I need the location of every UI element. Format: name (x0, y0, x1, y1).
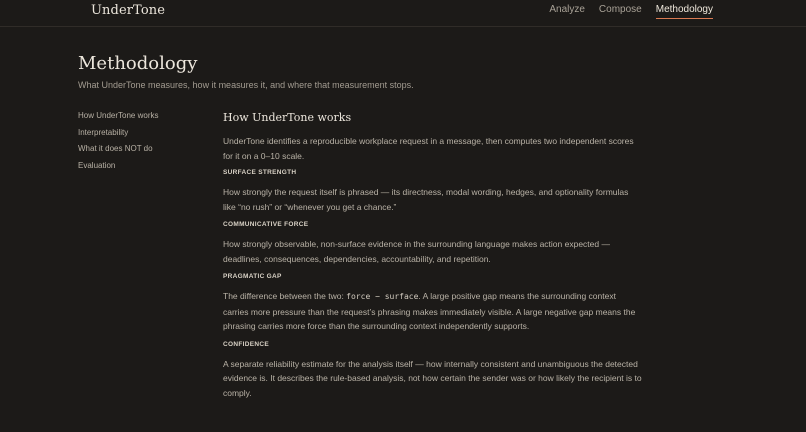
table-of-contents (78, 110, 158, 176)
pragmatic-gap-block (223, 273, 643, 334)
page-subtitle: What UnderTone measures, how it measures it, and where that measurement stops. (78, 80, 414, 90)
confidence-block (223, 341, 643, 401)
top-bar (0, 0, 806, 27)
main-content (223, 111, 643, 407)
communicative-force-label: COMMUNICATIVE FORCE (223, 221, 309, 228)
surface-strength-block (223, 169, 643, 214)
gap-formula: force − surface (346, 292, 419, 301)
section-intro: UnderTone identifies a reproducible workplace request in a message, then computes two independent scores for it on a 0–10 scale. (223, 136, 634, 161)
nav-methodology[interactable]: Methodology (656, 4, 713, 19)
toc-evaluation[interactable]: Evaluation (78, 160, 116, 170)
pragmatic-gap-label: PRAGMATIC GAP (223, 273, 282, 280)
confidence-text: A separate reliability estimate for the analysis itself — how internally consistent and unambiguous the detected evidence is. It describes the rule-based analysis, not how certain the sender was or how likely the recipient is to comply. (223, 358, 642, 398)
nav-compose[interactable]: Compose (598, 4, 642, 15)
toc-what-it-does-not-do[interactable]: What it does NOT do (78, 144, 153, 153)
surface-strength-label: SURFACE STRENGTH (223, 169, 297, 176)
pragmatic-gap-text-after: . A large positive gap means the surrounding context carries more pressure than the request’s phrasing makes immediately visible. A large negative gap means the phrasing carries more force than the surrounding context independently supports. (223, 291, 636, 331)
nav-analyze[interactable]: Analyze (549, 4, 585, 15)
main-nav (549, 4, 713, 19)
toc-how-undertone-works[interactable]: How UnderTone works (78, 111, 159, 120)
pragmatic-gap-text-before: The difference between the two: (223, 291, 347, 301)
communicative-force-block (223, 221, 643, 266)
surface-strength-text: How strongly the request itself is phrased — its directness, modal wording, hedges, and optionality formulas like “no rush” or “whenever you get a chance.” (223, 187, 629, 212)
toc-interpretability[interactable]: Interpretability (78, 127, 129, 137)
page-title: Methodology (78, 53, 198, 74)
section-title: How UnderTone works (223, 111, 352, 124)
confidence-label: CONFIDENCE (223, 340, 269, 348)
brand-logo[interactable]: UnderTone (91, 3, 166, 18)
pragmatic-gap-text (223, 289, 643, 334)
communicative-force-text: How strongly observable, non-surface evidence in the surrounding language makes action expected — deadlines, consequences, dependencies, accountability, and repetition. (223, 239, 610, 264)
